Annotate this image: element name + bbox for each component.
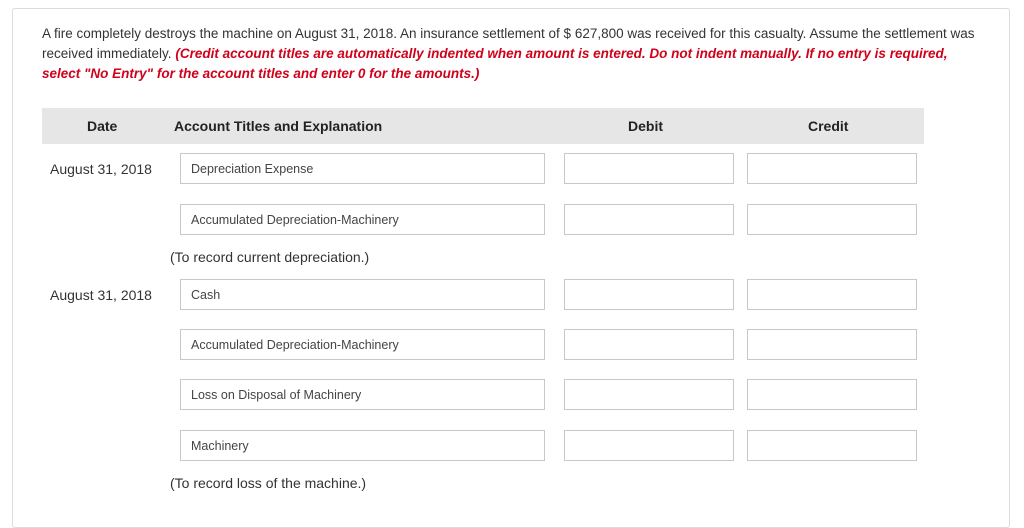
entry-1-date: August 31, 2018 — [50, 161, 152, 177]
entry-1-row-2-debit[interactable] — [564, 204, 734, 235]
question-text — [42, 24, 982, 84]
entry-2-date: August 31, 2018 — [50, 287, 152, 303]
entry-2-row-2-debit[interactable] — [564, 329, 734, 360]
entry-1-row-1-debit[interactable] — [564, 153, 734, 184]
header-debit: Debit — [628, 118, 663, 134]
header-account: Account Titles and Explanation — [174, 118, 383, 134]
entry-1-row-2-credit[interactable] — [747, 204, 917, 235]
entry-2-row-2-credit[interactable] — [747, 329, 917, 360]
entry-2-row-2-account[interactable]: Accumulated Depreciation-Machinery — [180, 329, 545, 360]
entry-2-row-3-debit[interactable] — [564, 379, 734, 410]
entry-2-row-4-credit[interactable] — [747, 430, 917, 461]
entry-1-row-2-account[interactable]: Accumulated Depreciation-Machinery — [180, 204, 545, 235]
header-date: Date — [87, 118, 118, 134]
entry-1-row-1-credit[interactable] — [747, 153, 917, 184]
entry-2-note: (To record loss of the machine.) — [170, 475, 367, 491]
question-body: A fire completely destroys the machine on August 31, 2018. An insurance settlement of $ 627,800 was received for this casualty. Assume the settlement was received immediately. — [42, 26, 975, 61]
question-instructions: (Credit account titles are automatically indented when amount is entered. Do not indent manually. If no entry is required, select "No Entry" for the account titles and enter 0 for the amounts.) — [42, 46, 948, 81]
entry-2-row-3-account[interactable]: Loss on Disposal of Machinery — [180, 379, 545, 410]
entry-2-row-1-account[interactable]: Cash — [180, 279, 545, 310]
entry-1-row-1-account[interactable]: Depreciation Expense — [180, 153, 545, 184]
entry-2-row-1-credit[interactable] — [747, 279, 917, 310]
entry-2-row-1-debit[interactable] — [564, 279, 734, 310]
entry-2-row-3-credit[interactable] — [747, 379, 917, 410]
header-credit: Credit — [808, 118, 849, 134]
entry-2-row-4-debit[interactable] — [564, 430, 734, 461]
journal-table-header — [42, 108, 924, 144]
entry-2-row-4-account[interactable]: Machinery — [180, 430, 545, 461]
entry-1-note: (To record current depreciation.) — [170, 249, 370, 265]
